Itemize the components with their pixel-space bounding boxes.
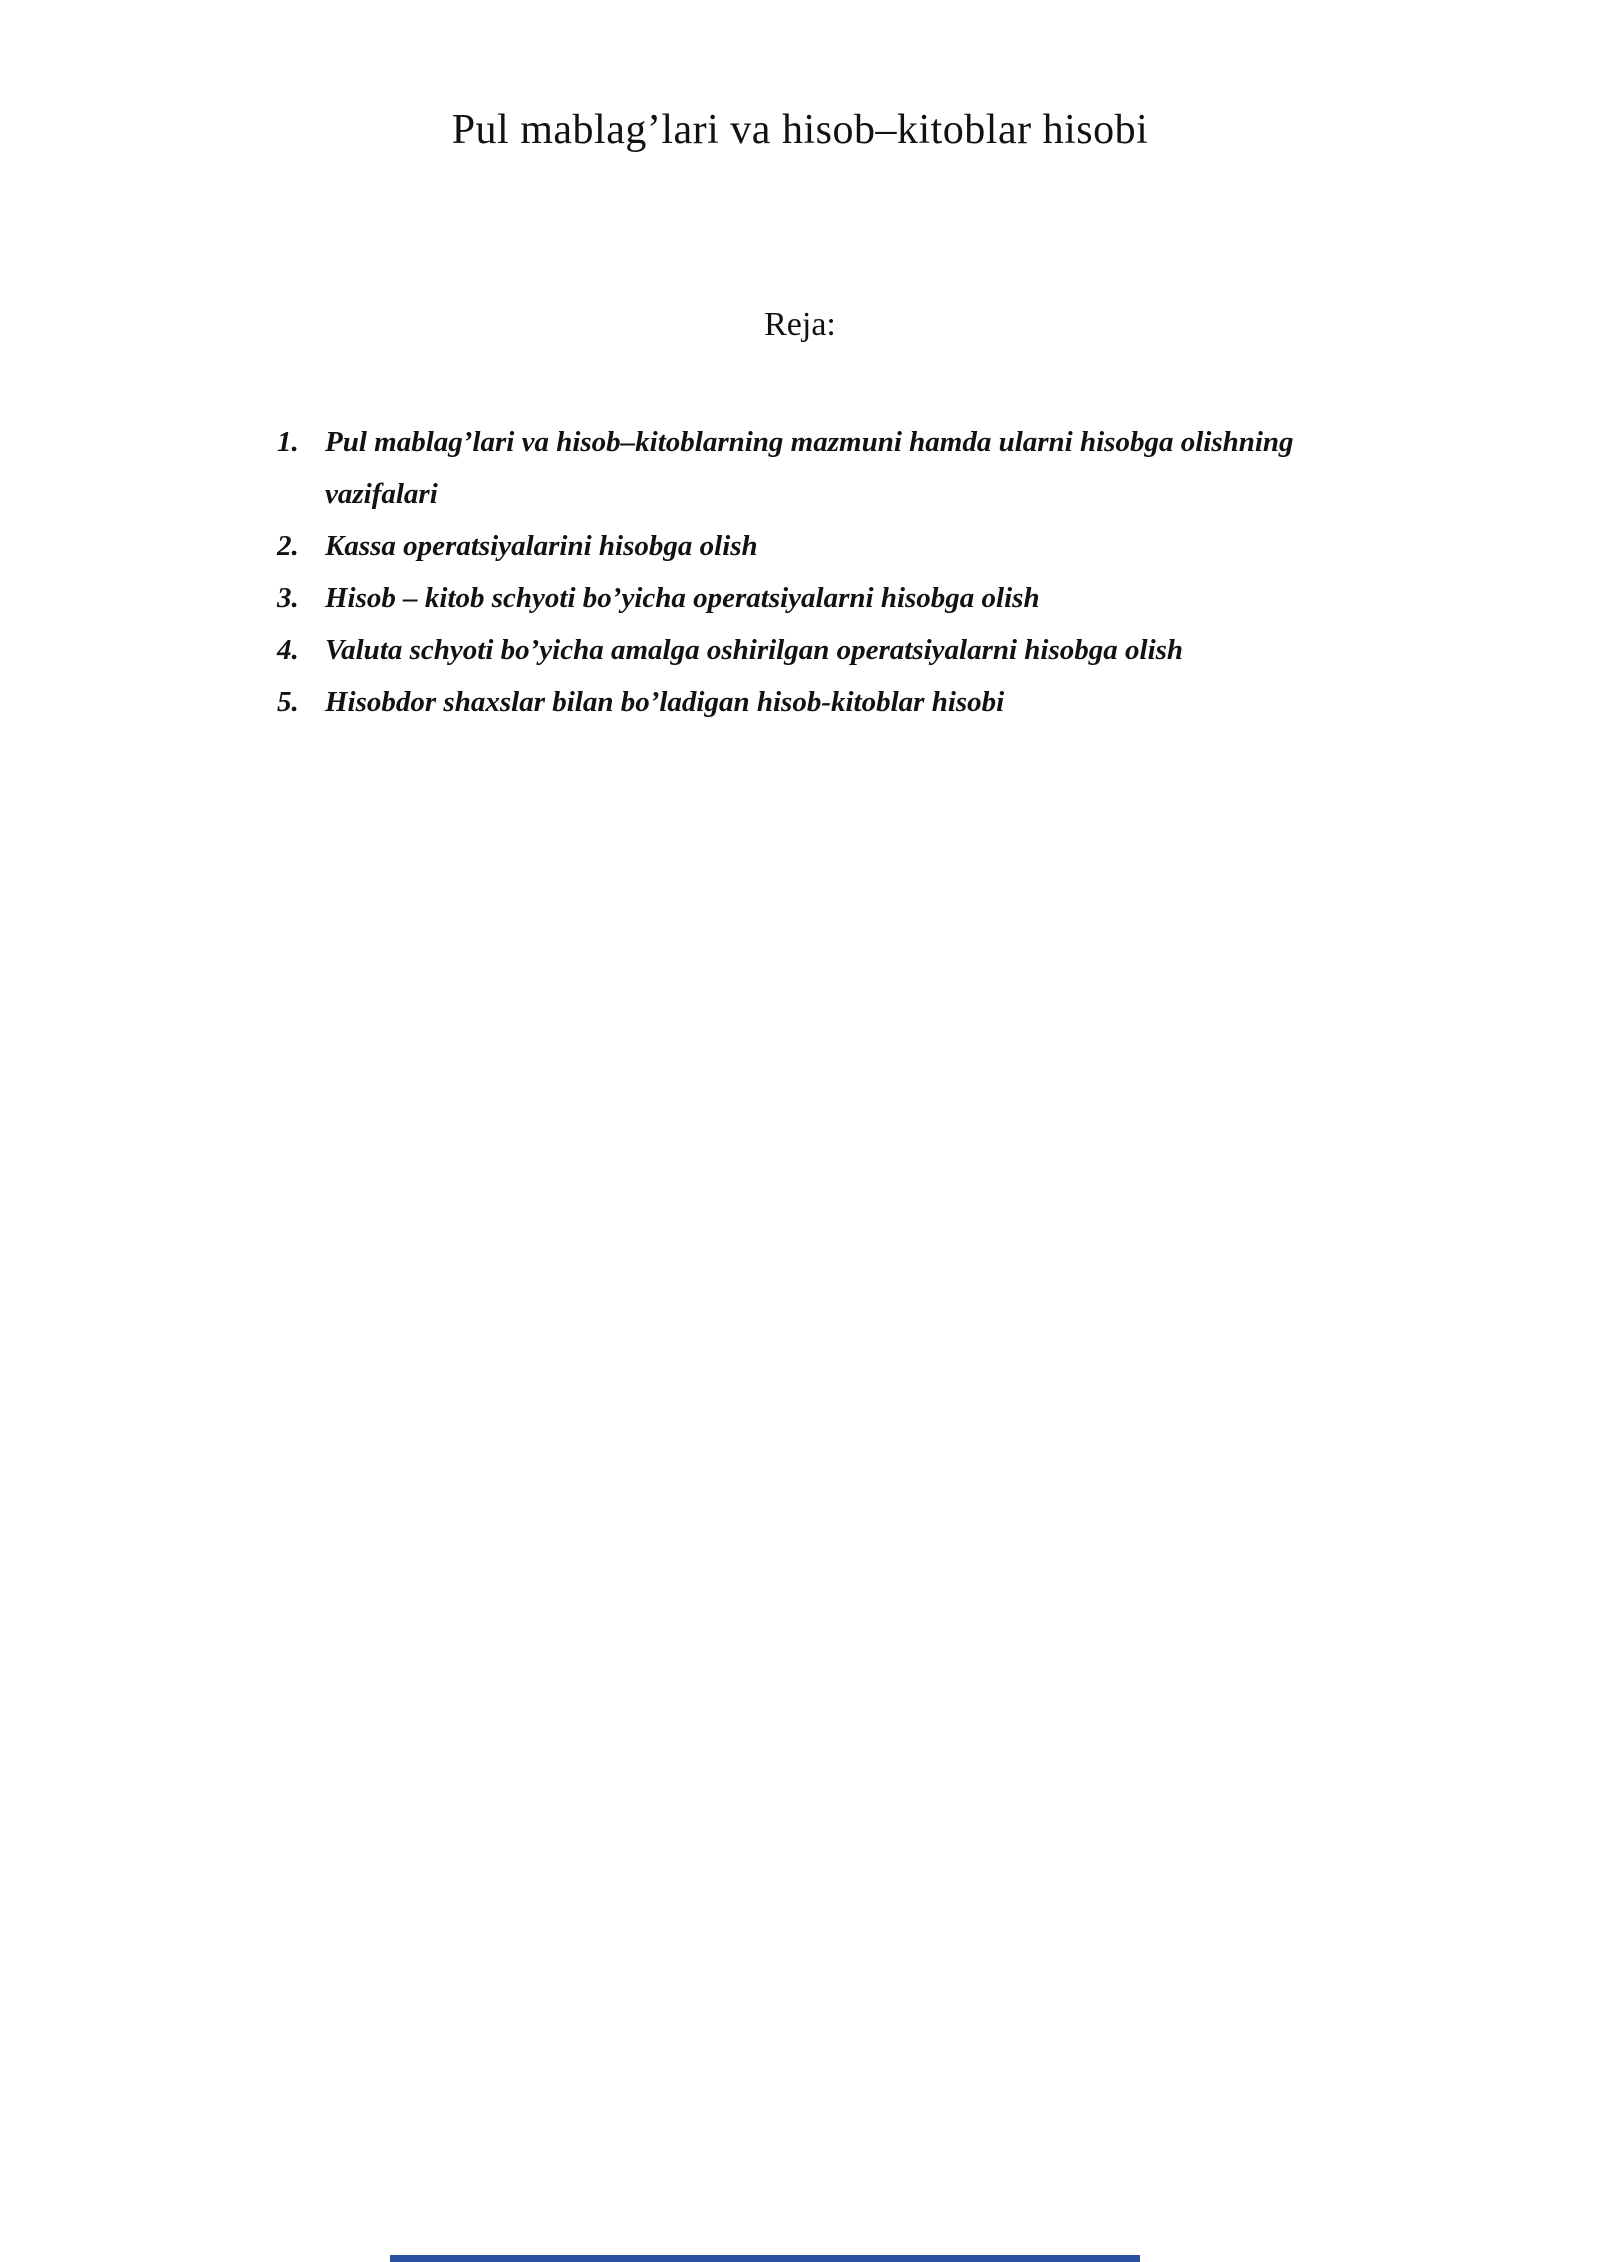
list-item-text: Valuta schyoti bo’yicha amalga oshirilgan operatsiyalarni hisobga olish	[325, 634, 1184, 666]
list-item	[277, 676, 1410, 728]
section-heading: Reja:	[764, 306, 836, 343]
list-item-number: 3.	[277, 582, 299, 614]
list-item-number: 1.	[277, 426, 299, 458]
list-item-text: Hisobdor shaxslar bilan bo’ladigan hisob-kitoblar hisobi	[325, 686, 1005, 718]
page-title: Pul mablag’lari va hisob–kitoblar hisobi	[451, 107, 1149, 153]
list-item	[277, 624, 1410, 676]
list-item-text: Hisob – kitob schyoti bo’yicha operatsiyalarni hisobga olish	[325, 582, 1040, 614]
list-item-text: Kassa operatsiyalarini hisobga olish	[325, 530, 758, 562]
list-item-number: 5.	[277, 686, 299, 718]
list-item-number: 2.	[277, 530, 299, 562]
list-item	[277, 572, 1410, 624]
list-item-text: Pul mablag’lari va hisob–kitoblarning mazmuni hamda ularni hisobga olishning vazifalari	[325, 426, 1294, 510]
list-item-number: 4.	[277, 634, 299, 666]
list-item	[277, 520, 1410, 572]
plan-list	[277, 416, 1410, 728]
list-item	[277, 416, 1410, 520]
footer-accent-bar	[390, 2255, 1140, 2262]
